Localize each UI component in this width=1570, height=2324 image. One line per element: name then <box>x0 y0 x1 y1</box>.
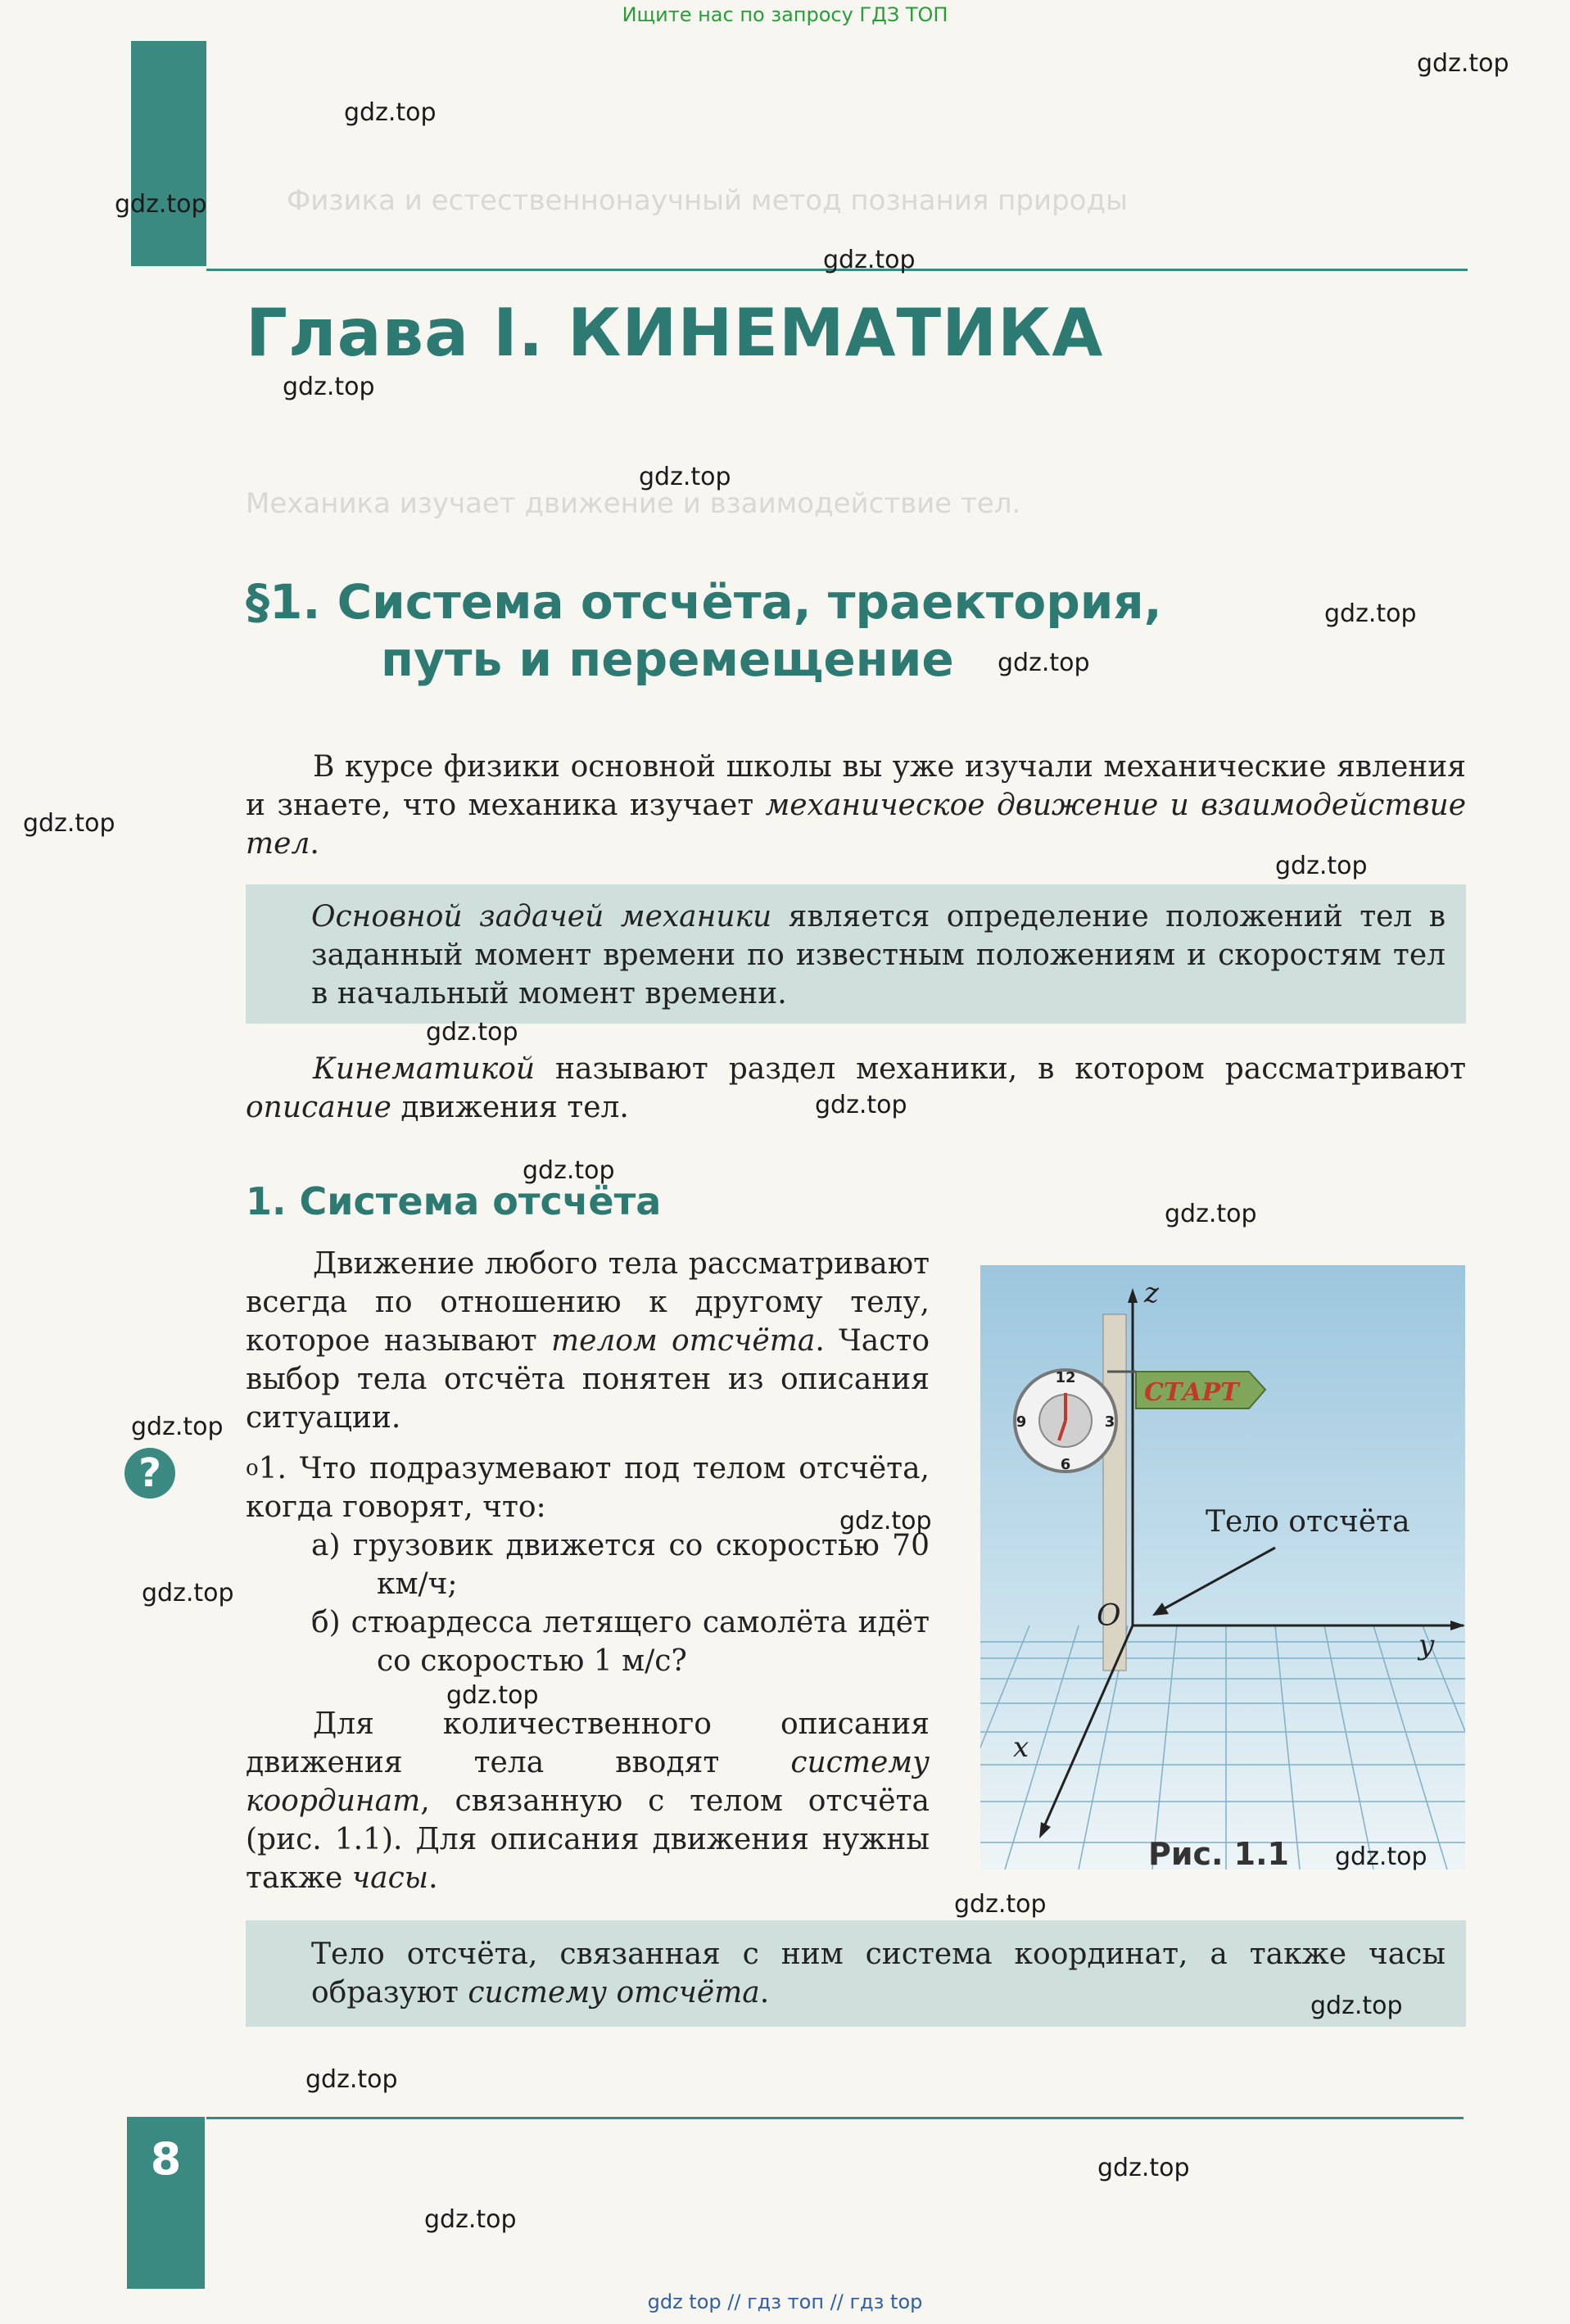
figure-reference-frame <box>980 1265 1465 1870</box>
body1-end: . Часто выбор тела отсчёта понятен из описания ситуации. <box>246 1324 930 1435</box>
watermark: gdz.top <box>998 649 1090 677</box>
reference-body-label: Тело отсчёта <box>1206 1505 1410 1539</box>
figure-caption: Рис. 1.1 <box>1148 1836 1289 1872</box>
watermark: gdz.top <box>142 1579 234 1607</box>
watermark: gdz.top <box>954 1890 1047 1919</box>
clock-3: 3 <box>1104 1413 1115 1431</box>
question-option-a: а) грузовик движется со скоростью 70 км/ч; <box>311 1529 930 1601</box>
start-sign-label: СТАРТ <box>1144 1378 1239 1407</box>
watermark: gdz.top <box>1275 852 1368 880</box>
question-option-b: б) стюардесса летящего самолёта идёт со скоростью 1 м/с? <box>311 1606 930 1678</box>
definition-reference-frame <box>311 1935 1446 2012</box>
watermark: gdz.top <box>283 373 375 401</box>
top-banner: Ищите нас по запросу ГДЗ ТОП <box>622 3 948 26</box>
description-term: описание <box>246 1091 391 1124</box>
chapter-title: Глава I. КИНЕМАТИКА <box>246 295 1104 371</box>
watermark: gdz.top <box>1165 1200 1257 1228</box>
watermark: gdz.top <box>115 190 207 219</box>
clock-12: 12 <box>1055 1369 1076 1386</box>
bottom-banner: gdz top // гдз топ // гдз top <box>647 2290 923 2313</box>
bleed-through-text: Механика изучает движение и взаимодействие тел. <box>246 487 1021 520</box>
question-text: Что подразумевают под телом отсчёта, когда говорят, что: <box>246 1452 930 1524</box>
watermark: gdz.top <box>446 1681 539 1710</box>
reference-frame-text: Тело отсчёта, связанная с ним система координат, а также часы образуют <box>311 1937 1446 2010</box>
section-title-line1: §1. Система отсчёта, траектория, <box>246 574 1162 630</box>
coordinate-system-term: систему координат <box>246 1746 930 1818</box>
body2-text-2: , связанную с телом отсчёта (рис. 1.1). Для описания движения нужны также <box>246 1784 930 1895</box>
watermark: gdz.top <box>131 1413 224 1441</box>
reference-body-term: телом отсчёта <box>550 1324 816 1358</box>
watermark: gdz.top <box>839 1507 932 1535</box>
watermark: gdz.top <box>424 2205 517 2234</box>
watermark: gdz.top <box>523 1156 615 1185</box>
question-prefix: о <box>246 1456 259 1481</box>
watermark: gdz.top <box>1417 49 1509 78</box>
reference-frame-term: систему отсчёта <box>468 1976 760 2010</box>
mechanics-task-term: Основной задачей механики <box>311 900 772 934</box>
question-1 <box>246 1449 930 1680</box>
footer-rule <box>206 2117 1464 2119</box>
chapter-tab <box>131 41 206 266</box>
bleed-through-text: Физика и естественнонаучный метод познания природы <box>287 184 1128 217</box>
watermark: gdz.top <box>23 809 115 838</box>
z-axis-label: z <box>1144 1277 1159 1309</box>
watermark: gdz.top <box>815 1091 907 1119</box>
intro-text: В курсе физики основной школы вы уже изучали механические явления и знаете, что механика изучает <box>246 750 1466 822</box>
kinematics-term: Кинематикой <box>313 1052 536 1086</box>
section-title-line2: путь и перемещение <box>381 631 954 687</box>
watermark: gdz.top <box>823 246 916 274</box>
clock-9: 9 <box>1016 1413 1027 1431</box>
body2-end: . <box>428 1861 438 1895</box>
subsection-title: 1. Система отсчёта <box>246 1179 662 1223</box>
watermark: gdz.top <box>426 1018 518 1047</box>
intro-paragraph <box>246 748 1466 863</box>
intro-emphasis: механическое движение и взаимодействие тел <box>246 789 1466 861</box>
y-axis-label: y <box>1418 1629 1435 1662</box>
body2-text: Для количественного описания движения тела вводят <box>246 1707 930 1779</box>
clock-6: 6 <box>1060 1456 1071 1473</box>
watermark: gdz.top <box>305 2065 398 2094</box>
clock-term: часы <box>351 1861 429 1895</box>
definition-mechanics <box>311 897 1446 1013</box>
question-icon: ? <box>124 1448 175 1499</box>
x-axis-label: x <box>1013 1731 1029 1764</box>
figure-background <box>980 1265 1465 1870</box>
reference-body-paragraph <box>246 1245 930 1437</box>
watermark: gdz.top <box>1335 1842 1427 1871</box>
mechanics-task-text: является определение положений тел в заданный момент времени по известным положениям и скоростям тел в начальный момент времени. <box>311 900 1446 1011</box>
coordinate-system-paragraph <box>246 1705 930 1897</box>
body1-text: Движение любого тела рассматривают всегда по отношению к другому телу, которое называют <box>246 1247 930 1358</box>
reference-frame-end: . <box>759 1976 770 2010</box>
intro-end: . <box>310 827 319 861</box>
watermark: gdz.top <box>1097 2154 1190 2182</box>
kinematics-text: называют раздел механики, в котором рассматривают <box>535 1052 1466 1086</box>
origin-label: O <box>1097 1599 1121 1633</box>
question-number: 1. <box>258 1452 287 1485</box>
watermark: gdz.top <box>344 98 437 127</box>
watermark: gdz.top <box>1310 1992 1403 2020</box>
watermark: gdz.top <box>1324 599 1417 628</box>
watermark: gdz.top <box>639 463 731 491</box>
page-number: 8 <box>150 2133 182 2185</box>
kinematics-end: движения тел. <box>391 1091 629 1124</box>
